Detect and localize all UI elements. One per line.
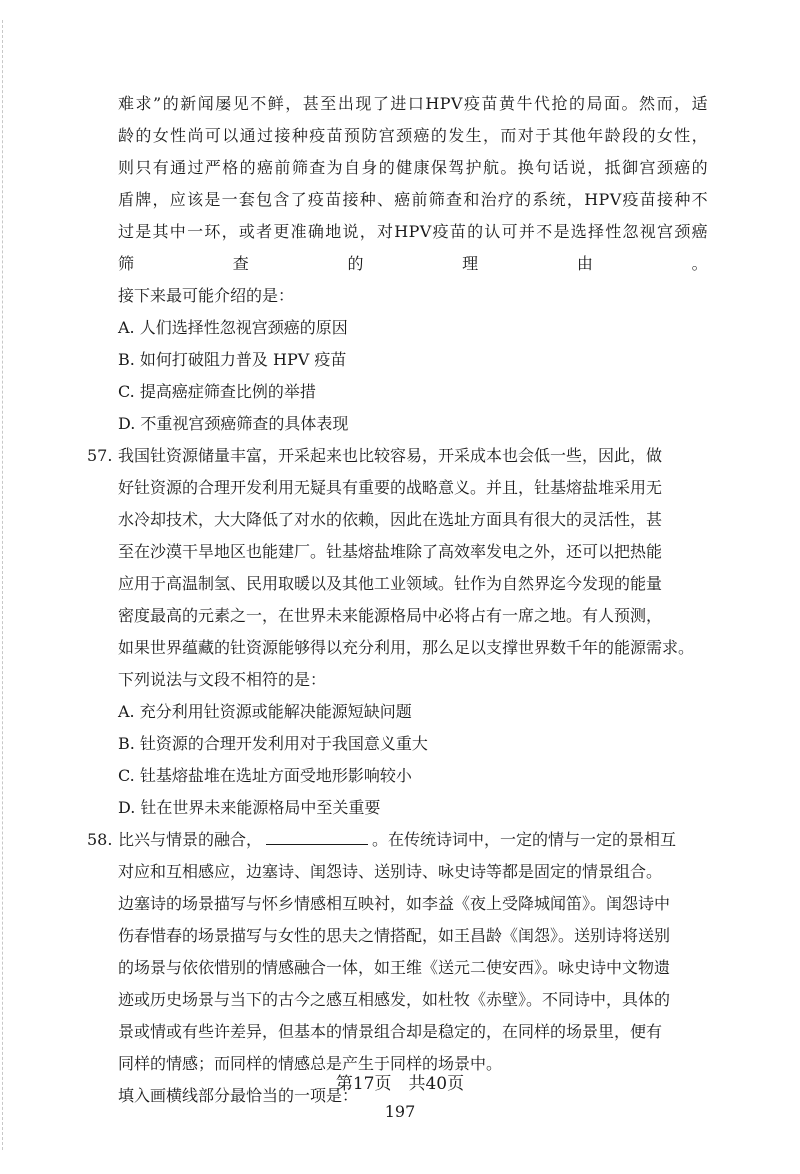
question-57 [87,440,708,824]
question-prompt-58: 填入画横线部分最恰当的一项是： [118,1086,359,1105]
passage-line: 龄的女性尚可以通过接种疫苗预防宫颈癌的发生，而对于其他年龄段的女性， [118,126,708,145]
option-d-57: D. 钍在世界未来能源格局中至关重要 [118,798,381,817]
passage-line: 至在沙漠干旱地区也能建厂。钍基熔盐堆除了高效率发电之外，还可以把热能 [118,542,663,561]
passage-line: 难求”的新闻屡见不鲜，甚至出现了进口HPV疫苗黄牛代抢的局面。然而，适 [118,94,708,113]
passage-line: 盾牌，应该是一套包含了疫苗接种、癌前筛查和治疗的系统，HPV疫苗接种不 [118,190,708,209]
question-prompt-57: 下列说法与文段不相符的是： [118,670,327,689]
page-content [87,88,708,1112]
passage-line: 边塞诗的场景描写与怀乡情感相互映衬，如李益《夜上受降城闻笛》。闺怨诗中 [118,894,671,913]
question-prompt-56: 接下来最可能介绍的是： [118,286,295,305]
passage-first-line-58 [118,824,708,856]
passage-line: 水冷却技术，大大降低了对水的依赖，因此在选址方面具有很大的灵活性，甚 [118,510,663,529]
binding-dashed-line [2,20,3,1150]
passage-line: 景或情或有些许差异，但基本的情景组合却是稳定的，在同样的场景里，便有 [118,1022,663,1041]
question-number-58: 58. [87,830,113,849]
option-a-56: A. 人们选择性忽视宫颈癌的原因 [118,318,348,337]
passage-line: 密度最高的元素之一，在世界未来能源格局中必将占有一席之地。有人预测， [118,606,663,625]
passage-line: 过是其中一环，或者更准确地说，对HPV疫苗的认可并不是选择性忽视宫颈癌 [118,222,708,241]
passage-line: 的场景与依依惜别的情感融合一体，如王维《送元二使安西》。咏史诗中文物遗 [118,958,671,977]
passage-line: 伤春惜春的场景描写与女性的思夫之情搭配，如王昌龄《闺怨》。送别诗将送别 [118,926,671,945]
option-c-56: C. 提高癌症筛查比例的举措 [118,382,316,401]
page-footer-label: 第17页 共40页 [335,1074,465,1094]
passage-line: 迹或历史场景与当下的古今之感互相感发，如杜牧《赤壁》。不同诗中，具体的 [118,990,671,1009]
passage-line: 则只有通过严格的癌前筛查为自身的健康保驾护航。换句话说，抵御宫颈癌的 [118,158,708,177]
passage-line: 如果世界蕴藏的钍资源能够得以充分利用，那么足以支撑世界数千年的能源需求。 [118,638,695,657]
passage-line: 筛查的理由。 [118,254,708,273]
passage-line: 对应和互相感应，边塞诗、闺怨诗、送别诗、咏史诗等都是固定的情景组合。 [118,862,663,881]
passage-56 [118,88,708,280]
page-number: 197 [384,1102,416,1121]
option-d-56: D. 不重视宫颈癌筛查的具体表现 [118,414,349,433]
option-a-57: A. 充分利用钍资源或能解决能源短缺问题 [118,702,412,721]
passage-line: 好钍资源的合理开发利用无疑具有重要的战略意义。并且，钍基熔盐堆采用无 [118,478,663,497]
option-c-57: C. 钍基熔盐堆在选址方面受地形影响较小 [118,766,412,785]
fill-in-blank [266,826,368,845]
passage-text-before-blank: 比兴与情景的融合， [118,830,263,849]
question-number-57: 57. [87,446,113,465]
passage-line: 我国钍资源储量丰富，开采起来也比较容易，开采成本也会低一些，因此，做 [118,446,663,465]
passage-text-after-blank: 。在传统诗词中，一定的情与一定的景相互 [372,830,677,849]
passage-line: 应用于高温制氢、民用取暖以及其他工业领域。钍作为自然界迄今发现的能量 [118,574,663,593]
option-b-57: B. 钍资源的合理开发利用对于我国意义重大 [118,734,428,753]
passage-line: 同样的情感；而同样的情感总是产生于同样的场景中。 [118,1054,503,1073]
option-b-56: B. 如何打破阻力普及 HPV 疫苗 [118,350,347,369]
